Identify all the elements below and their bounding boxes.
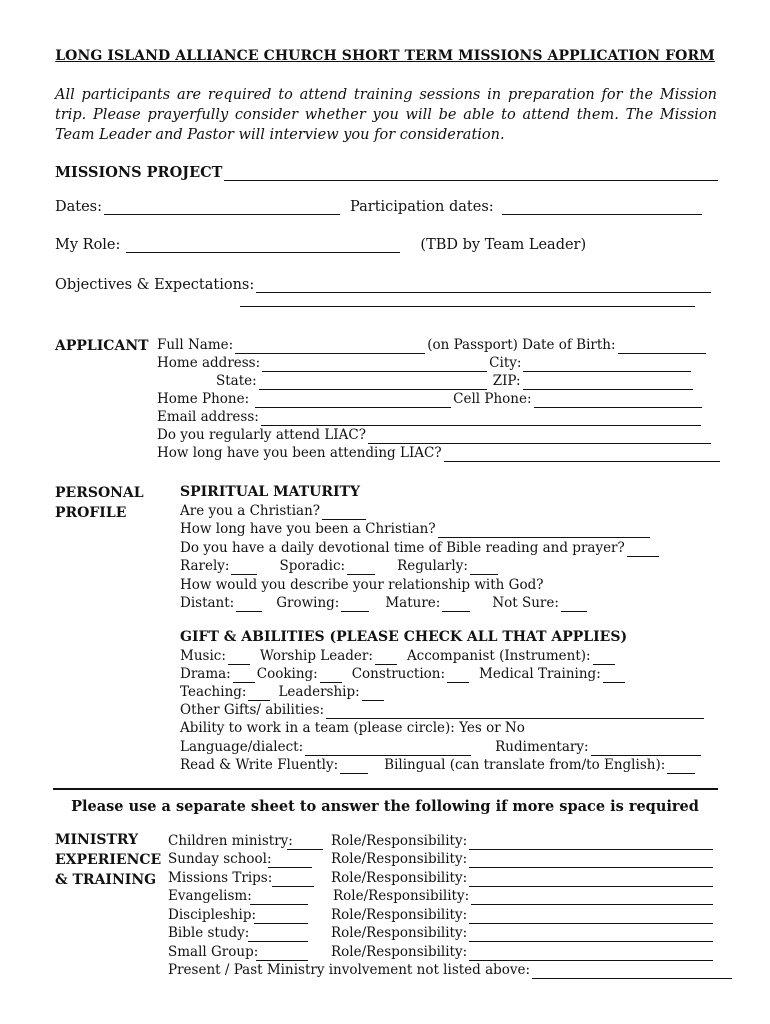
rarely-field[interactable] <box>231 561 257 575</box>
ministry-field-evangelism[interactable] <box>250 891 308 905</box>
state-field[interactable] <box>259 376 487 390</box>
cell-phone-field[interactable] <box>534 394 702 408</box>
email-field[interactable] <box>261 412 701 426</box>
city-field[interactable] <box>523 358 691 372</box>
objectives-field-1[interactable] <box>256 279 711 293</box>
read-write-label: Read & Write Fluently: <box>180 757 339 773</box>
spiritual-maturity-heading: SPIRITUAL MATURITY <box>180 484 360 500</box>
role-label: Role/Responsibility: <box>331 869 468 886</box>
music-field[interactable] <box>228 651 250 665</box>
devotional-row <box>180 540 661 557</box>
ministry-row-discipleship <box>168 905 734 924</box>
experience-heading: EXPERIENCE <box>55 852 162 868</box>
role-field-bible-study[interactable] <box>469 928 713 942</box>
relationship-options-row <box>180 595 589 612</box>
are-christian-row <box>180 503 368 520</box>
ministry-field-small-group[interactable] <box>256 947 308 961</box>
role-label: Role/Responsibility: <box>331 925 468 941</box>
growing-field[interactable] <box>341 598 369 612</box>
drama-label: Drama: <box>180 666 231 682</box>
drama-row <box>180 666 627 683</box>
missions-project-field[interactable] <box>224 167 718 181</box>
are-christian-label: Are you a Christian? <box>180 503 321 519</box>
regularly-field[interactable] <box>470 561 498 575</box>
how-long-liac-label: How long have you been attending LIAC? <box>157 445 442 461</box>
full-name-field[interactable] <box>235 340 425 354</box>
how-long-liac-row <box>157 445 722 462</box>
accompanist-field[interactable] <box>593 651 615 665</box>
leadership-label: Leadership: <box>278 684 360 700</box>
ministry-row-evangelism <box>168 887 734 906</box>
full-name-label: Full Name: <box>157 337 234 353</box>
dates-label: Dates: <box>55 199 103 215</box>
ministry-field-bible-study[interactable] <box>248 928 308 942</box>
relationship-label: How would you describe your relationship with God? <box>180 577 544 593</box>
zip-label: ZIP: <box>492 373 521 389</box>
tbd-note: (TBD by Team Leader) <box>420 237 587 253</box>
construction-label: Construction: <box>351 666 446 682</box>
objectives-field-2[interactable] <box>240 306 695 307</box>
separate-sheet-note: Please use a separate sheet to answer the following if more space is required <box>71 798 699 815</box>
role-field-sunday-school[interactable] <box>469 854 713 868</box>
role-label: Role/Responsibility: <box>331 906 468 923</box>
state-label: State: <box>216 373 257 389</box>
drama-field[interactable] <box>233 669 255 683</box>
teaching-row <box>180 684 386 701</box>
form-title: LONG ISLAND ALLIANCE CHURCH SHORT TERM MISSIONS APPLICATION FORM <box>55 48 715 64</box>
ministry-row-present-past <box>168 961 734 980</box>
my-role-row <box>55 237 586 253</box>
not-sure-field[interactable] <box>561 598 587 612</box>
cooking-label: Cooking: <box>256 666 318 682</box>
cell-phone-label: Cell Phone: <box>453 391 532 407</box>
city-label: City: <box>489 355 522 371</box>
teaching-field[interactable] <box>248 687 270 701</box>
applicant-heading: APPLICANT <box>55 338 149 354</box>
ministry-item-evangelism: Evangelism: <box>168 888 252 904</box>
email-row <box>157 409 703 426</box>
bilingual-label: Bilingual (can translate from/to English): <box>384 757 666 773</box>
present-past-label: Present / Past Ministry involvement not listed above: <box>168 962 531 978</box>
sporadic-label: Sporadic: <box>279 558 346 574</box>
state-row <box>216 373 695 390</box>
read-write-field[interactable] <box>340 760 368 774</box>
participation-dates-label: Participation dates: <box>350 199 494 215</box>
ministry-row-small-group <box>168 942 734 961</box>
section-divider <box>53 788 718 790</box>
home-phone-field[interactable] <box>255 394 451 408</box>
ministry-row-bible-study <box>168 924 734 943</box>
language-field[interactable] <box>305 742 471 756</box>
ministry-field-discipleship[interactable] <box>254 910 308 924</box>
attend-liac-label: Do you regularly attend LIAC? <box>157 427 366 443</box>
devotional-field[interactable] <box>627 543 659 557</box>
ministry-heading: MINISTRY <box>55 832 139 848</box>
how-long-christian-label: How long have you been a Christian? <box>180 521 436 537</box>
home-phone-label: Home Phone: <box>157 391 250 407</box>
date-of-birth-field[interactable] <box>618 340 706 354</box>
ministry-field-sunday-school[interactable] <box>268 854 312 868</box>
role-field-discipleship[interactable] <box>469 910 713 924</box>
ministry-row-children <box>168 831 734 850</box>
teaching-label: Teaching: <box>180 684 247 700</box>
rarely-label: Rarely: <box>180 558 230 574</box>
ministry-item-bible-study: Bible study: <box>168 925 250 941</box>
distant-field[interactable] <box>236 598 262 612</box>
leadership-field[interactable] <box>362 687 384 701</box>
frequency-row <box>180 558 500 575</box>
devotional-label: Do you have a daily devotional time of Bible reading and prayer? <box>180 540 625 556</box>
accompanist-label: Accompanist (Instrument): <box>406 648 591 664</box>
music-row <box>180 648 617 665</box>
present-past-field[interactable] <box>532 965 732 979</box>
sporadic-field[interactable] <box>347 561 375 575</box>
other-gifts-label: Other Gifts/ abilities: <box>180 702 325 718</box>
my-role-label: My Role: <box>55 237 121 253</box>
gifts-heading: GIFT & ABILITIES (PLEASE CHECK ALL THAT APPLIES) <box>180 629 628 645</box>
missions-project-label: MISSIONS PROJECT <box>55 164 223 181</box>
how-long-christian-field[interactable] <box>438 524 650 538</box>
are-christian-field[interactable] <box>322 506 366 520</box>
how-long-christian-row <box>180 521 652 538</box>
missions-project-row <box>55 164 720 181</box>
email-label: Email address: <box>157 409 259 425</box>
other-gifts-row <box>180 702 706 719</box>
role-label: Role/Responsibility: <box>331 943 468 960</box>
role-field-children[interactable] <box>469 836 713 850</box>
objectives-label: Objectives & Expectations: <box>55 277 255 293</box>
worship-leader-label: Worship Leader: <box>259 648 373 664</box>
bilingual-field[interactable] <box>667 760 695 774</box>
ministry-item-sunday-school: Sunday school: <box>168 851 272 867</box>
not-sure-label: Not Sure: <box>492 595 559 611</box>
role-label: Role/Responsibility: <box>333 888 470 904</box>
construction-field[interactable] <box>447 669 469 683</box>
medical-training-label: Medical Training: <box>479 666 601 682</box>
participation-dates-field[interactable] <box>502 201 702 215</box>
role-label: Role/Responsibility: <box>331 832 468 849</box>
cooking-field[interactable] <box>320 669 342 683</box>
other-gifts-field[interactable] <box>326 705 704 719</box>
mature-field[interactable] <box>442 598 470 612</box>
training-heading: & TRAINING <box>55 872 157 888</box>
ministry-row-missions <box>168 868 734 887</box>
dates-row <box>55 199 704 215</box>
dates-field[interactable] <box>104 201 340 215</box>
phone-row <box>157 391 704 408</box>
role-label: Role/Responsibility: <box>331 851 468 867</box>
ministry-item-missions-trips: Missions Trips: <box>168 869 273 886</box>
zip-field[interactable] <box>523 376 693 390</box>
objectives-row <box>55 277 713 293</box>
music-label: Music: <box>180 648 226 664</box>
regularly-label: Regularly: <box>397 558 468 574</box>
profile-heading: PROFILE <box>55 505 127 521</box>
role-field-evangelism[interactable] <box>471 891 713 905</box>
ministry-row-sunday <box>168 850 734 869</box>
rudimentary-label: Rudimentary: <box>495 739 589 755</box>
how-long-liac-field[interactable] <box>444 448 720 462</box>
ministry-list <box>168 831 734 979</box>
distant-label: Distant: <box>180 595 235 611</box>
my-role-field[interactable] <box>126 239 400 253</box>
role-field-small-group[interactable] <box>469 947 713 961</box>
intro-paragraph: All participants are required to attend training sessions in preparation for the Mission trip. Please prayerfully consider whether you will be able to attend them. The Mission Team Leader and Pastor will interview you for consideration. <box>55 87 717 143</box>
date-of-birth-label: (on Passport) Date of Birth: <box>427 337 616 353</box>
full-name-row <box>157 337 708 354</box>
rudimentary-field[interactable] <box>591 742 701 756</box>
attend-liac-field[interactable] <box>368 430 711 444</box>
growing-label: Growing: <box>276 595 340 611</box>
read-write-row <box>180 757 697 774</box>
ministry-field-missions-trips[interactable] <box>272 873 314 887</box>
language-label: Language/dialect: <box>180 739 304 755</box>
home-address-field[interactable] <box>262 358 487 372</box>
worship-leader-field[interactable] <box>375 651 397 665</box>
ministry-item-discipleship: Discipleship: <box>168 906 257 923</box>
team-question: Ability to work in a team (please circle): Yes or No <box>180 720 525 736</box>
ministry-item-small-group: Small Group: <box>168 943 259 960</box>
language-row <box>180 739 703 756</box>
mature-label: Mature: <box>385 595 441 611</box>
ministry-field-children[interactable] <box>287 836 323 850</box>
home-address-label: Home address: <box>157 355 261 371</box>
ministry-item-children: Children ministry: <box>168 832 293 849</box>
role-field-missions-trips[interactable] <box>469 873 713 887</box>
personal-heading: PERSONAL <box>55 485 144 501</box>
home-address-row <box>157 355 693 372</box>
medical-training-field[interactable] <box>603 669 625 683</box>
attend-liac-row <box>157 427 713 444</box>
